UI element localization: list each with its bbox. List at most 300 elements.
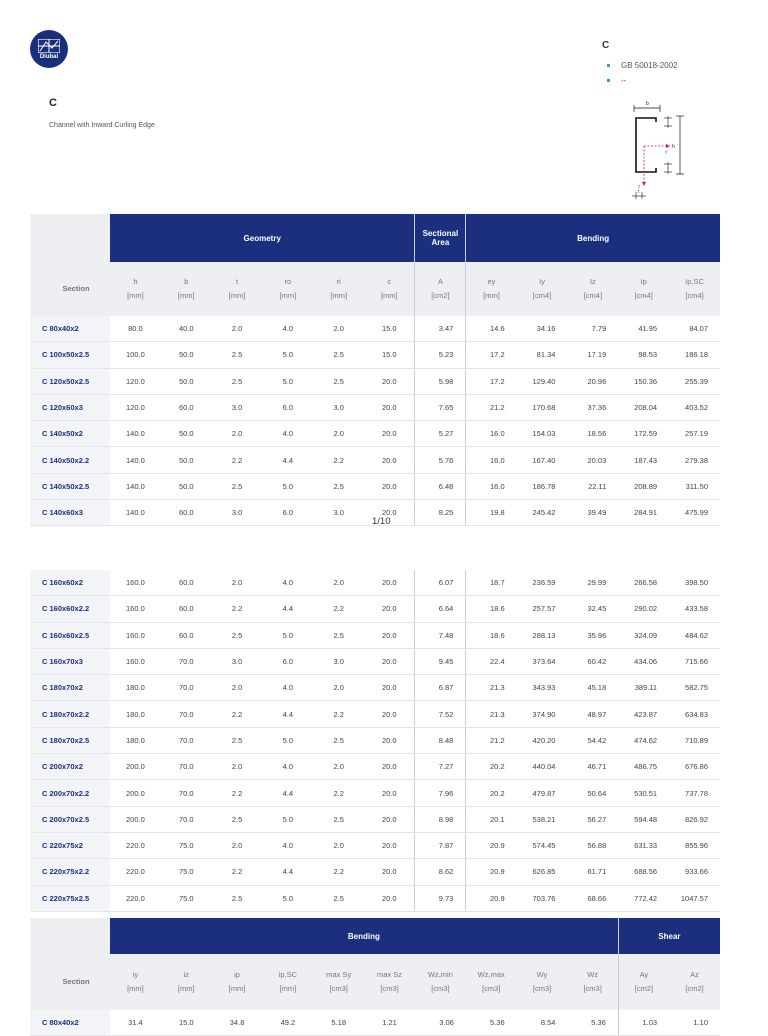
section-name-cell: C 220x75x2 <box>30 832 110 858</box>
value-cell: 20.0 <box>364 675 415 701</box>
value-cell: 474.62 <box>618 727 669 753</box>
value-cell: 423.87 <box>618 701 669 727</box>
table-row <box>30 806 720 832</box>
value-cell: 288.13 <box>517 622 568 648</box>
value-cell: 2.5 <box>212 473 263 499</box>
value-cell: 140.0 <box>110 447 161 473</box>
column-symbol: c <box>387 277 392 286</box>
column-header <box>466 954 517 1010</box>
value-cell: 41.95 <box>618 316 669 342</box>
value-cell: 180.0 <box>110 701 161 727</box>
value-cell: 17.2 <box>466 368 517 394</box>
value-cell: 48.97 <box>567 701 618 727</box>
table-row <box>30 859 720 885</box>
group-sectional-area: Sectional Area <box>415 214 466 262</box>
value-cell: 634.83 <box>669 701 720 727</box>
value-cell: 6.0 <box>262 394 313 420</box>
value-cell: 17.19 <box>567 342 618 368</box>
section-name-cell: C 100x50x2.5 <box>30 342 110 368</box>
value-cell: 8.54 <box>517 1010 568 1036</box>
column-header <box>364 262 415 316</box>
column-header <box>669 262 720 316</box>
value-cell: 170.68 <box>517 394 568 420</box>
column-header <box>262 262 313 316</box>
value-cell: 2.0 <box>313 754 364 780</box>
section-name-cell: C 120x60x3 <box>30 394 110 420</box>
axis-z-label: z <box>638 184 641 189</box>
column-header <box>567 954 618 1010</box>
value-cell: 31.4 <box>110 1010 161 1036</box>
value-cell: 5.0 <box>262 368 313 394</box>
section-name-cell: C 120x50x2.5 <box>30 368 110 394</box>
value-cell: 582.75 <box>669 675 720 701</box>
value-cell: 737.78 <box>669 780 720 806</box>
value-cell: 4.4 <box>262 701 313 727</box>
table-row <box>30 675 720 701</box>
value-cell: 1.21 <box>364 1010 415 1036</box>
value-cell: 5.36 <box>567 1010 618 1036</box>
value-cell: 20.0 <box>364 754 415 780</box>
value-cell: 855.96 <box>669 832 720 858</box>
table-row <box>30 622 720 648</box>
column-symbol: Az <box>690 970 699 979</box>
standard-item: -- <box>606 75 678 90</box>
value-cell: 2.0 <box>313 421 364 447</box>
value-cell: 2.0 <box>212 832 263 858</box>
value-cell: 32.45 <box>567 596 618 622</box>
value-cell: 16.0 <box>466 473 517 499</box>
section-name-cell: C 80x40x2 <box>30 1010 110 1036</box>
value-cell: 75.0 <box>161 885 212 911</box>
value-cell: 715.66 <box>669 648 720 674</box>
value-cell: 2.2 <box>313 596 364 622</box>
value-cell: 710.89 <box>669 727 720 753</box>
column-unit: [mm] <box>127 291 144 300</box>
value-cell: 7.65 <box>415 394 466 420</box>
value-cell: 5.0 <box>262 342 313 368</box>
value-cell: 772.42 <box>618 885 669 911</box>
value-cell: 208.89 <box>618 473 669 499</box>
value-cell: 266.58 <box>618 570 669 596</box>
table-row <box>30 394 720 420</box>
column-unit: [cm3] <box>482 984 501 993</box>
column-unit: [cm4] <box>583 291 603 300</box>
value-cell: 40.0 <box>161 316 212 342</box>
value-cell: 220.0 <box>110 832 161 858</box>
column-symbol: Wz <box>587 970 599 979</box>
column-unit: [cm2] <box>431 291 450 300</box>
value-cell: 2.0 <box>313 832 364 858</box>
value-cell: 257.57 <box>517 596 568 622</box>
column-unit: [mm] <box>228 984 246 993</box>
value-cell: 2.0 <box>212 754 263 780</box>
column-unit: [cm4] <box>634 291 653 300</box>
column-header <box>517 262 568 316</box>
value-cell: 2.5 <box>313 622 364 648</box>
value-cell: 20.0 <box>364 394 415 420</box>
value-cell: 433.58 <box>669 596 720 622</box>
value-cell: 60.0 <box>161 596 212 622</box>
value-cell: 200.0 <box>110 806 161 832</box>
value-cell: 220.0 <box>110 859 161 885</box>
logo-mark-icon <box>38 39 60 53</box>
column-header <box>212 954 263 1010</box>
value-cell: 6.64 <box>415 596 466 622</box>
value-cell: 15.0 <box>161 1010 212 1036</box>
table-row <box>30 1010 720 1036</box>
value-cell: 70.0 <box>161 780 212 806</box>
dim-b-label: b <box>646 101 649 107</box>
section-name-cell: C 140x60x3 <box>30 500 110 526</box>
value-cell: 2.2 <box>212 447 263 473</box>
value-cell: 373.64 <box>517 648 568 674</box>
value-cell: 2.0 <box>212 675 263 701</box>
section-name-cell: C 200x70x2 <box>30 754 110 780</box>
value-cell: 20.0 <box>364 596 415 622</box>
table-row <box>30 727 720 753</box>
column-header <box>415 954 466 1010</box>
value-cell: 4.4 <box>262 859 313 885</box>
column-header <box>212 262 263 316</box>
header-standard-list <box>606 60 678 90</box>
page-subtitle: Channel with Inward Curling Edge <box>49 122 155 129</box>
table-row <box>30 473 720 499</box>
value-cell: 70.0 <box>161 675 212 701</box>
value-cell: 21.3 <box>466 675 517 701</box>
value-cell: 3.0 <box>313 648 364 674</box>
value-cell: 2.5 <box>313 806 364 832</box>
page-title: C <box>49 97 57 109</box>
value-cell: 20.0 <box>364 570 415 596</box>
value-cell: 186.78 <box>517 473 568 499</box>
bending-shear-table <box>30 918 720 1036</box>
column-symbol: Wz,min <box>427 970 453 979</box>
value-cell: 8.62 <box>415 859 466 885</box>
column-header <box>364 954 415 1010</box>
value-cell: 9.73 <box>415 885 466 911</box>
value-cell: 208.04 <box>618 394 669 420</box>
value-cell: 6.0 <box>262 648 313 674</box>
column-header <box>466 262 517 316</box>
value-cell: 50.0 <box>161 342 212 368</box>
section-name-cell: C 160x70x3 <box>30 648 110 674</box>
value-cell: 2.0 <box>212 570 263 596</box>
value-cell: 160.0 <box>110 596 161 622</box>
value-cell: 7.87 <box>415 832 466 858</box>
column-header <box>313 262 364 316</box>
value-cell: 15.0 <box>364 316 415 342</box>
value-cell: 4.4 <box>262 447 313 473</box>
value-cell: 60.0 <box>161 570 212 596</box>
value-cell: 6.0 <box>262 500 313 526</box>
value-cell: 39.49 <box>567 500 618 526</box>
value-cell: 20.2 <box>466 754 517 780</box>
table-corner <box>30 214 110 262</box>
value-cell: 20.0 <box>364 421 415 447</box>
column-unit: [cm3] <box>431 984 450 993</box>
value-cell: 68.66 <box>567 885 618 911</box>
value-cell: 486.75 <box>618 754 669 780</box>
value-cell: 75.0 <box>161 832 212 858</box>
value-cell: 20.0 <box>364 648 415 674</box>
value-cell: 15.0 <box>364 342 415 368</box>
value-cell: 3.06 <box>415 1010 466 1036</box>
table-corner <box>30 918 110 954</box>
value-cell: 4.0 <box>262 832 313 858</box>
value-cell: 9.45 <box>415 648 466 674</box>
group-geometry: Geometry <box>110 214 415 262</box>
table-row <box>30 885 720 911</box>
value-cell: 631.33 <box>618 832 669 858</box>
value-cell: 100.0 <box>110 342 161 368</box>
value-cell: 2.2 <box>212 859 263 885</box>
value-cell: 50.64 <box>567 780 618 806</box>
section-name-cell: C 200x70x2.5 <box>30 806 110 832</box>
value-cell: 3.0 <box>212 648 263 674</box>
value-cell: 20.2 <box>466 780 517 806</box>
value-cell: 255.39 <box>669 368 720 394</box>
column-header <box>618 262 669 316</box>
value-cell: 2.5 <box>313 473 364 499</box>
section-name-cell: C 160x60x2 <box>30 570 110 596</box>
column-unit: [mm] <box>177 984 195 993</box>
value-cell: 45.18 <box>567 675 618 701</box>
column-symbol: b <box>184 277 189 286</box>
value-cell: 60.0 <box>161 500 212 526</box>
value-cell: 574.45 <box>517 832 568 858</box>
value-cell: 22.4 <box>466 648 517 674</box>
value-cell: 18.56 <box>567 421 618 447</box>
value-cell: 484.62 <box>669 622 720 648</box>
value-cell: 479.87 <box>517 780 568 806</box>
value-cell: 3.0 <box>313 500 364 526</box>
value-cell: 20.96 <box>567 368 618 394</box>
value-cell: 2.2 <box>212 701 263 727</box>
table-row <box>30 316 720 342</box>
table-row <box>30 421 720 447</box>
value-cell: 75.0 <box>161 859 212 885</box>
value-cell: 46.71 <box>567 754 618 780</box>
value-cell: 374.90 <box>517 701 568 727</box>
column-unit: [mm] <box>330 291 348 300</box>
table-row <box>30 780 720 806</box>
column-unit: [mm] <box>483 291 500 300</box>
value-cell: 676.86 <box>669 754 720 780</box>
header-right-title: C <box>602 40 610 51</box>
column-header <box>517 954 568 1010</box>
value-cell: 343.93 <box>517 675 568 701</box>
value-cell: 17.2 <box>466 342 517 368</box>
value-cell: 2.5 <box>313 885 364 911</box>
value-cell: 50.0 <box>161 368 212 394</box>
value-cell: 61.71 <box>567 859 618 885</box>
value-cell: 200.0 <box>110 754 161 780</box>
section-name-cell: C 140x50x2.2 <box>30 447 110 473</box>
value-cell: 2.2 <box>313 859 364 885</box>
value-cell: 140.0 <box>110 473 161 499</box>
value-cell: 311.50 <box>669 473 720 499</box>
value-cell: 20.9 <box>466 832 517 858</box>
value-cell: 4.0 <box>262 316 313 342</box>
value-cell: 245.42 <box>517 500 568 526</box>
column-symbol: Iz <box>589 277 596 286</box>
value-cell: 475.99 <box>669 500 720 526</box>
column-header <box>262 954 313 1010</box>
page-number: 1/10 <box>372 516 391 527</box>
value-cell: 538.21 <box>517 806 568 832</box>
column-symbol: max Sz <box>377 970 403 979</box>
column-symbol: Wz,max <box>477 970 505 979</box>
value-cell: 5.98 <box>415 368 466 394</box>
section-name-cell: C 160x60x2.2 <box>30 596 110 622</box>
value-cell: 154.03 <box>517 421 568 447</box>
section-name-cell: C 200x70x2.2 <box>30 780 110 806</box>
value-cell: 84.07 <box>669 316 720 342</box>
value-cell: 18.7 <box>466 570 517 596</box>
value-cell: 6.87 <box>415 675 466 701</box>
column-symbol: Ip <box>640 277 647 286</box>
table-row <box>30 701 720 727</box>
value-cell: 20.0 <box>364 368 415 394</box>
value-cell: 2.2 <box>212 780 263 806</box>
value-cell: 703.76 <box>517 885 568 911</box>
column-header <box>313 954 364 1010</box>
value-cell: 18.6 <box>466 622 517 648</box>
value-cell: 2.0 <box>212 421 263 447</box>
value-cell: 7.52 <box>415 701 466 727</box>
value-cell: 2.5 <box>212 622 263 648</box>
value-cell: 20.0 <box>364 780 415 806</box>
value-cell: 35.96 <box>567 622 618 648</box>
value-cell: 688.56 <box>618 859 669 885</box>
value-cell: 60.0 <box>161 394 212 420</box>
value-cell: 20.0 <box>364 500 415 526</box>
value-cell: 20.0 <box>364 622 415 648</box>
value-cell: 120.0 <box>110 394 161 420</box>
column-header <box>669 954 720 1010</box>
value-cell: 2.5 <box>212 368 263 394</box>
value-cell: 160.0 <box>110 622 161 648</box>
value-cell: 2.5 <box>313 727 364 753</box>
value-cell: 200.0 <box>110 780 161 806</box>
value-cell: 20.0 <box>364 701 415 727</box>
value-cell: 172.59 <box>618 421 669 447</box>
logo-text: Dlubal <box>39 53 59 60</box>
value-cell: 80.0 <box>110 316 161 342</box>
column-symbol: ey <box>487 277 496 286</box>
value-cell: 18.6 <box>466 596 517 622</box>
value-cell: 34.16 <box>517 316 568 342</box>
value-cell: 3.0 <box>212 500 263 526</box>
value-cell: 29.99 <box>567 570 618 596</box>
column-symbol: ri <box>336 277 341 286</box>
value-cell: 140.0 <box>110 421 161 447</box>
value-cell: 2.2 <box>313 447 364 473</box>
value-cell: 50.0 <box>161 447 212 473</box>
value-cell: 2.5 <box>212 342 263 368</box>
column-header <box>110 954 161 1010</box>
value-cell: 5.76 <box>415 447 466 473</box>
value-cell: 98.53 <box>618 342 669 368</box>
section-name-cell: C 160x60x2.5 <box>30 622 110 648</box>
value-cell: 6.07 <box>415 570 466 596</box>
value-cell: 5.18 <box>313 1010 364 1036</box>
value-cell: 2.5 <box>313 368 364 394</box>
value-cell: 2.0 <box>313 675 364 701</box>
value-cell: 626.85 <box>517 859 568 885</box>
column-unit: [cm4] <box>532 291 552 300</box>
value-cell: 2.0 <box>313 316 364 342</box>
value-cell: 5.0 <box>262 473 313 499</box>
value-cell: 120.0 <box>110 368 161 394</box>
value-cell: 3.0 <box>212 394 263 420</box>
column-unit: [mm] <box>279 984 297 993</box>
value-cell: 20.0 <box>364 806 415 832</box>
value-cell: 1.03 <box>618 1010 669 1036</box>
value-cell: 16.0 <box>466 447 517 473</box>
column-unit: [mm] <box>228 291 246 300</box>
value-cell: 1.10 <box>669 1010 720 1036</box>
value-cell: 8.48 <box>415 727 466 753</box>
value-cell: 4.0 <box>262 570 313 596</box>
table-row <box>30 570 720 596</box>
section-name-cell: C 180x70x2.5 <box>30 727 110 753</box>
value-cell: 2.0 <box>212 316 263 342</box>
value-cell: 7.96 <box>415 780 466 806</box>
value-cell: 70.0 <box>161 806 212 832</box>
value-cell: 70.0 <box>161 701 212 727</box>
column-unit: [mm] <box>380 291 398 300</box>
value-cell: 2.5 <box>212 806 263 832</box>
value-cell: 826.92 <box>669 806 720 832</box>
value-cell: 284.91 <box>618 500 669 526</box>
value-cell: 34.8 <box>212 1010 263 1036</box>
value-cell: 2.2 <box>313 701 364 727</box>
value-cell: 290.02 <box>618 596 669 622</box>
value-cell: 279.38 <box>669 447 720 473</box>
value-cell: 2.2 <box>212 596 263 622</box>
column-unit: [mm] <box>279 291 297 300</box>
value-cell: 5.23 <box>415 342 466 368</box>
table-row <box>30 754 720 780</box>
value-cell: 54.42 <box>567 727 618 753</box>
value-cell: 7.79 <box>567 316 618 342</box>
section-name-cell: C 140x50x2.5 <box>30 473 110 499</box>
value-cell: 5.27 <box>415 421 466 447</box>
value-cell: 180.0 <box>110 675 161 701</box>
value-cell: 70.0 <box>161 648 212 674</box>
value-cell: 220.0 <box>110 885 161 911</box>
column-unit: [cm3] <box>329 984 348 993</box>
value-cell: 7.27 <box>415 754 466 780</box>
value-cell: 4.0 <box>262 675 313 701</box>
column-symbol: iy <box>132 970 139 979</box>
dim-h-label: h <box>672 144 675 150</box>
value-cell: 19.8 <box>466 500 517 526</box>
column-header <box>567 262 618 316</box>
column-symbol: Ay <box>639 970 649 979</box>
value-cell: 21.3 <box>466 701 517 727</box>
value-cell: 4.0 <box>262 754 313 780</box>
table-row <box>30 596 720 622</box>
column-header <box>618 954 669 1010</box>
value-cell: 20.0 <box>364 473 415 499</box>
standard-item: GB 50018-2002 <box>606 60 678 75</box>
value-cell: 434.06 <box>618 648 669 674</box>
value-cell: 389.11 <box>618 675 669 701</box>
value-cell: 403.52 <box>669 394 720 420</box>
value-cell: 70.0 <box>161 754 212 780</box>
